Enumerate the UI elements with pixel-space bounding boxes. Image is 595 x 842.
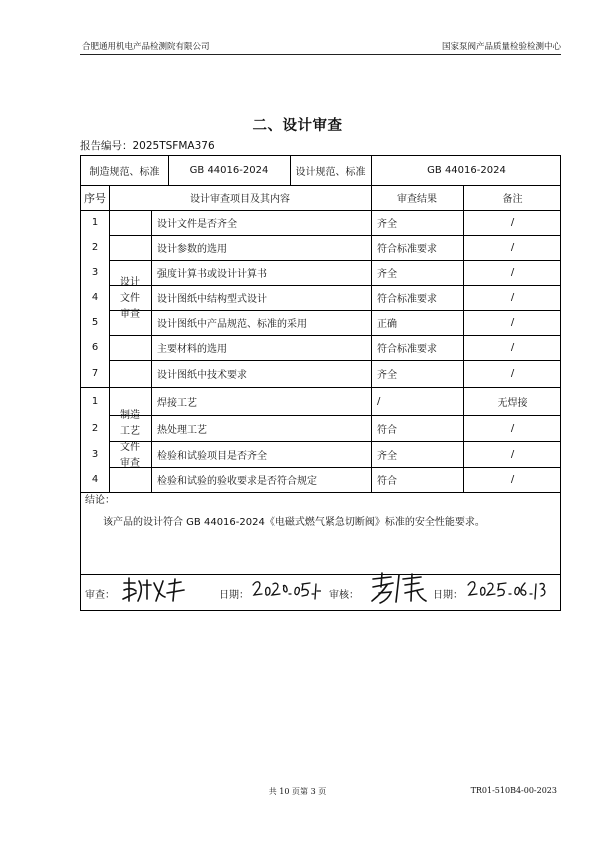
row-result: 齐全	[377, 450, 397, 462]
design-standard-value: GB 44016-2024	[427, 165, 506, 176]
audit-label: 审核：	[329, 590, 359, 601]
audit-date-label: 日期：	[433, 590, 463, 601]
header-divider	[80, 54, 561, 55]
row-item: 强度计算书或设计计算书	[157, 269, 267, 280]
mfg-standard-label: 制造规范、标准	[89, 167, 160, 178]
row-item: 设计图纸中结构型式设计	[157, 294, 267, 305]
auditor-signature	[369, 571, 429, 605]
group-label-design: 设计 文件 审查	[120, 276, 140, 320]
table-rule	[81, 492, 560, 493]
row-item: 设计图纸中技术要求	[157, 370, 247, 381]
row-result: 符合标准要求	[377, 344, 437, 355]
row-item: 检验和试验项目是否齐全	[157, 450, 267, 462]
row-item: 主要材料的选用	[157, 344, 227, 355]
row-result: 符合	[377, 424, 397, 436]
design-standard-label: 设计规范、标准	[295, 167, 366, 178]
row-no: 1	[91, 395, 99, 407]
row-result: 齐全	[377, 219, 397, 230]
row-item: 设计文件是否齐全	[157, 219, 237, 230]
review-label: 审查：	[85, 590, 115, 601]
row-remark: /	[510, 448, 515, 460]
mfg-standard-value: GB 44016-2024	[189, 165, 269, 176]
col-header-result: 审查结果	[397, 194, 437, 205]
row-no: 5	[91, 317, 99, 328]
row-no: 3	[91, 267, 99, 278]
row-no: 6	[91, 342, 99, 353]
row-result: 正确	[377, 319, 397, 330]
row-remark: /	[510, 292, 515, 303]
row-item: 热处理工艺	[157, 424, 207, 436]
form-code: TR01-510B4-00-2023	[470, 786, 557, 795]
review-date-label: 日期：	[219, 590, 249, 601]
row-remark: /	[510, 368, 515, 379]
row-no: 2	[91, 242, 99, 253]
row-remark: 无焊接	[497, 397, 528, 409]
row-result: 符合标准要求	[377, 244, 437, 255]
row-item: 焊接工艺	[157, 397, 197, 409]
col-header-item: 设计审查项目及其内容	[190, 194, 290, 205]
row-remark: /	[510, 422, 515, 434]
design-review-table	[80, 155, 561, 611]
header-center: 国家泵阀产品质量检验检测中心	[441, 42, 561, 52]
row-no: 2	[91, 422, 99, 434]
row-no: 4	[91, 474, 99, 485]
conclusion-text: 该产品的设计符合 GB 44016-2024《电磁式燃气紧急切断阀》标准的安全性能要求。	[103, 517, 485, 528]
col-header-remark: 备注	[502, 194, 523, 205]
row-no: 7	[91, 368, 99, 379]
conclusion-label: 结论：	[85, 495, 115, 506]
row-no: 3	[91, 448, 99, 460]
row-item: 检验和试验的验收要求是否符合规定	[157, 476, 317, 487]
review-date-handwritten	[251, 575, 321, 603]
row-result: 齐全	[377, 370, 397, 381]
row-result: /	[377, 395, 381, 407]
page-title: 二、设计审查	[252, 118, 343, 134]
col-header-no: 序号	[84, 191, 106, 205]
row-remark: /	[510, 242, 515, 253]
page-number: 共 10 页第 3 页	[268, 787, 327, 796]
row-remark: /	[510, 267, 515, 278]
row-item: 设计图纸中产品规范、标准的采用	[157, 319, 307, 330]
audit-date-handwritten	[466, 575, 554, 603]
group-label-process: 制造 工艺 文件 审查	[120, 409, 140, 469]
row-remark: /	[510, 474, 515, 485]
row-result: 齐全	[377, 269, 397, 280]
report-number: 报告编号：2025TSFMA376	[80, 140, 215, 152]
header-org: 合肥通用机电产品检测院有限公司	[82, 42, 210, 52]
row-no: 4	[91, 292, 99, 303]
row-remark: /	[510, 217, 515, 228]
reviewer-signature	[121, 575, 191, 605]
row-no: 1	[91, 217, 99, 228]
row-remark: /	[510, 317, 515, 328]
row-result: 符合	[377, 476, 397, 487]
row-remark: /	[510, 342, 515, 353]
row-item: 设计参数的选用	[157, 244, 227, 255]
row-result: 符合标准要求	[377, 294, 437, 305]
